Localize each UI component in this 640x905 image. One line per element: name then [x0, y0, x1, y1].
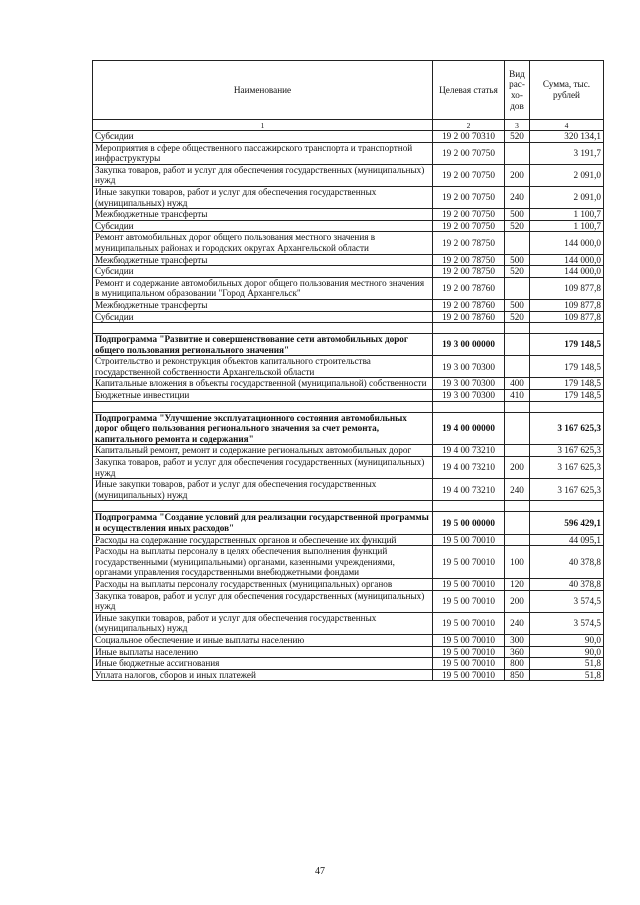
amount-cell: 2 091,0	[530, 164, 604, 186]
spacer-cell	[505, 401, 530, 412]
amount-cell: 90,0	[530, 646, 604, 658]
expense-type-cell: 300	[505, 634, 530, 646]
target-article-cell: 19 5 00 70010	[433, 669, 505, 681]
table-header-row	[93, 61, 604, 120]
table-row	[93, 299, 604, 311]
amount-cell: 3 574,5	[530, 590, 604, 612]
table-row	[93, 164, 604, 186]
expense-type-cell: 520	[505, 266, 530, 278]
target-article-cell: 19 3 00 70300	[433, 356, 505, 378]
expense-type-cell: 360	[505, 646, 530, 658]
expense-type-cell: 200	[505, 164, 530, 186]
spacer-cell	[530, 323, 604, 334]
table-row	[93, 142, 604, 164]
expense-type-cell: 520	[505, 220, 530, 232]
name-cell: Закупка товаров, работ и услуг для обеспечения государственных (муниципальных) нужд	[93, 457, 433, 479]
amount-cell: 179 148,5	[530, 378, 604, 390]
table-row	[93, 209, 604, 221]
subprogram-row	[93, 412, 604, 445]
name-cell: Межбюджетные трансферты	[93, 299, 433, 311]
name-cell: Межбюджетные трансферты	[93, 209, 433, 221]
target-article-cell: 19 5 00 70010	[433, 634, 505, 646]
spacer-row	[93, 401, 604, 412]
name-cell: Иные выплаты населению	[93, 646, 433, 658]
amount-cell: 144 000,0	[530, 266, 604, 278]
target-article-cell: 19 2 00 78760	[433, 311, 505, 323]
amount-cell: 44 095,1	[530, 534, 604, 546]
name-cell: Социальное обеспечение и иные выплаты населению	[93, 634, 433, 646]
table-row	[93, 534, 604, 546]
column-number: 3	[505, 120, 530, 131]
name-cell: Подпрограмма "Создание условий для реализации государственной программы и осуществления иных расходов"	[93, 512, 433, 534]
amount-cell: 40 378,8	[530, 578, 604, 590]
table-row	[93, 479, 604, 501]
target-article-cell: 19 3 00 70300	[433, 390, 505, 402]
target-article-cell: 19 2 00 70310	[433, 131, 505, 143]
target-article-cell: 19 2 00 78760	[433, 277, 505, 299]
target-article-cell: 19 2 00 78750	[433, 232, 505, 254]
amount-cell: 3 167 625,3	[530, 457, 604, 479]
amount-cell: 179 148,5	[530, 390, 604, 402]
spacer-cell	[433, 401, 505, 412]
table-row	[93, 634, 604, 646]
target-article-cell: 19 5 00 70010	[433, 534, 505, 546]
target-article-cell: 19 2 00 70750	[433, 164, 505, 186]
table-row	[93, 669, 604, 681]
target-article-cell: 19 5 00 70010	[433, 658, 505, 670]
amount-cell: 1 100,7	[530, 220, 604, 232]
spacer-cell	[433, 323, 505, 334]
table-row	[93, 590, 604, 612]
expense-type-cell: 200	[505, 590, 530, 612]
table-row	[93, 578, 604, 590]
amount-cell: 51,8	[530, 658, 604, 670]
header-name: Наименование	[93, 61, 433, 120]
amount-cell: 51,8	[530, 669, 604, 681]
name-cell: Бюджетные инвестиции	[93, 390, 433, 402]
target-article-cell: 19 2 00 78750	[433, 254, 505, 266]
column-number: 2	[433, 120, 505, 131]
header-target-article: Целевая статья	[433, 61, 505, 120]
table-row	[93, 277, 604, 299]
target-article-cell: 19 3 00 70300	[433, 378, 505, 390]
table-row	[93, 646, 604, 658]
column-number: 1	[93, 120, 433, 131]
target-article-cell: 19 4 00 73210	[433, 479, 505, 501]
spacer-cell	[505, 323, 530, 334]
spacer-cell	[433, 501, 505, 512]
column-number: 4	[530, 120, 604, 131]
expense-type-cell: 100	[505, 546, 530, 579]
name-cell: Уплата налогов, сборов и иных платежей	[93, 669, 433, 681]
name-cell: Расходы на содержание государственных органов и обеспечение их функций	[93, 534, 433, 546]
spacer-row	[93, 501, 604, 512]
target-article-cell: 19 2 00 70750	[433, 220, 505, 232]
spacer-cell	[530, 501, 604, 512]
amount-cell: 90,0	[530, 634, 604, 646]
target-article-cell: 19 2 00 78760	[433, 299, 505, 311]
amount-cell: 40 378,8	[530, 546, 604, 579]
spacer-row	[93, 323, 604, 334]
spacer-cell	[93, 501, 433, 512]
target-article-cell: 19 5 00 70010	[433, 578, 505, 590]
table-row	[93, 131, 604, 143]
amount-cell: 144 000,0	[530, 232, 604, 254]
amount-cell: 1 100,7	[530, 209, 604, 221]
amount-cell: 3 167 625,3	[530, 412, 604, 445]
name-cell: Иные бюджетные ассигнования	[93, 658, 433, 670]
table-row	[93, 232, 604, 254]
table-row	[93, 612, 604, 634]
target-article-cell: 19 2 00 70750	[433, 209, 505, 221]
subprogram-row	[93, 334, 604, 356]
amount-cell: 596 429,1	[530, 512, 604, 534]
name-cell: Капитальный ремонт, ремонт и содержание региональных автомобильных дорог	[93, 445, 433, 457]
target-article-cell: 19 5 00 70010	[433, 546, 505, 579]
column-number-row	[93, 120, 604, 131]
expense-type-cell	[505, 412, 530, 445]
table-row	[93, 311, 604, 323]
expense-type-cell: 850	[505, 669, 530, 681]
expense-type-cell: 400	[505, 378, 530, 390]
amount-cell: 3 167 625,3	[530, 445, 604, 457]
table-row	[93, 457, 604, 479]
amount-cell: 179 148,5	[530, 356, 604, 378]
name-cell: Закупка товаров, работ и услуг для обеспечения государственных (муниципальных) нужд	[93, 590, 433, 612]
table-row	[93, 186, 604, 208]
expense-type-cell	[505, 512, 530, 534]
expense-type-cell: 240	[505, 186, 530, 208]
table-row	[93, 220, 604, 232]
table-row	[93, 445, 604, 457]
target-article-cell: 19 4 00 73210	[433, 445, 505, 457]
name-cell: Субсидии	[93, 220, 433, 232]
table-row	[93, 546, 604, 579]
spacer-cell	[530, 401, 604, 412]
expense-type-cell	[505, 142, 530, 164]
name-cell: Подпрограмма "Улучшение эксплуатационного состояния автомобильных дорог общего пользования регионального значения за счет ремонта, капитального ремонта и содержания"	[93, 412, 433, 445]
header-amount: Сумма, тыс. рублей	[530, 61, 604, 120]
amount-cell: 3 574,5	[530, 612, 604, 634]
expense-type-cell: 120	[505, 578, 530, 590]
target-article-cell: 19 2 00 70750	[433, 186, 505, 208]
amount-cell: 109 877,8	[530, 299, 604, 311]
table-row	[93, 390, 604, 402]
page-number: 47	[315, 866, 325, 877]
name-cell: Закупка товаров, работ и услуг для обеспечения государственных (муниципальных) нужд	[93, 164, 433, 186]
expense-type-cell: 500	[505, 299, 530, 311]
target-article-cell: 19 4 00 00000	[433, 412, 505, 445]
name-cell: Расходы на выплаты персоналу государственных (муниципальных) органов	[93, 578, 433, 590]
table-row	[93, 266, 604, 278]
name-cell: Межбюджетные трансферты	[93, 254, 433, 266]
amount-cell: 109 877,8	[530, 311, 604, 323]
amount-cell: 3 191,7	[530, 142, 604, 164]
amount-cell: 2 091,0	[530, 186, 604, 208]
expense-type-cell: 200	[505, 457, 530, 479]
name-cell: Расходы на выплаты персоналу в целях обеспечения выполнения функций государственными (муниципальными) органами, казенными учреждениями, органами управления государственными внебюджетными фондами	[93, 546, 433, 579]
name-cell: Субсидии	[93, 311, 433, 323]
name-cell: Мероприятия в сфере общественного пассажирского транспорта и транспортной инфраструктуры	[93, 142, 433, 164]
target-article-cell: 19 3 00 00000	[433, 334, 505, 356]
table-row	[93, 356, 604, 378]
expense-type-cell	[505, 334, 530, 356]
amount-cell: 320 134,1	[530, 131, 604, 143]
expense-type-cell: 410	[505, 390, 530, 402]
expense-type-cell: 240	[505, 479, 530, 501]
expense-type-cell	[505, 356, 530, 378]
name-cell: Капитальные вложения в объекты государственной (муниципальной) собственности	[93, 378, 433, 390]
spacer-cell	[93, 401, 433, 412]
table-row	[93, 658, 604, 670]
target-article-cell: 19 5 00 70010	[433, 612, 505, 634]
target-article-cell: 19 4 00 73210	[433, 457, 505, 479]
name-cell: Иные закупки товаров, работ и услуг для обеспечения государственных (муниципальных) нужд	[93, 186, 433, 208]
name-cell: Иные закупки товаров, работ и услуг для обеспечения государственных (муниципальных) нужд	[93, 479, 433, 501]
header-expense-type: Вид рас- хо- дов	[505, 61, 530, 120]
name-cell: Строительство и реконструкция объектов капитального строительства государственной собственности Архангельской области	[93, 356, 433, 378]
target-article-cell: 19 2 00 78750	[433, 266, 505, 278]
target-article-cell: 19 5 00 70010	[433, 646, 505, 658]
expense-type-cell	[505, 534, 530, 546]
name-cell: Иные закупки товаров, работ и услуг для обеспечения государственных (муниципальных) нужд	[93, 612, 433, 634]
spacer-cell	[505, 501, 530, 512]
name-cell: Ремонт автомобильных дорог общего пользования местного значения в муниципальных районах и городских округах Архангельской области	[93, 232, 433, 254]
expense-type-cell	[505, 232, 530, 254]
name-cell: Субсидии	[93, 131, 433, 143]
target-article-cell: 19 2 00 70750	[433, 142, 505, 164]
target-article-cell: 19 5 00 00000	[433, 512, 505, 534]
subprogram-row	[93, 512, 604, 534]
expense-type-cell: 500	[505, 254, 530, 266]
expense-type-cell: 240	[505, 612, 530, 634]
expense-type-cell: 500	[505, 209, 530, 221]
expense-type-cell: 520	[505, 311, 530, 323]
amount-cell: 109 877,8	[530, 277, 604, 299]
expense-type-cell: 520	[505, 131, 530, 143]
amount-cell: 179 148,5	[530, 334, 604, 356]
table-row	[93, 378, 604, 390]
expense-type-cell: 800	[505, 658, 530, 670]
name-cell: Ремонт и содержание автомобильных дорог общего пользования местного значения в муниципальном образовании "Город Архангельск"	[93, 277, 433, 299]
table-row	[93, 254, 604, 266]
target-article-cell: 19 5 00 70010	[433, 590, 505, 612]
name-cell: Подпрограмма "Развитие и совершенствование сети автомобильных дорог общего пользования регионального значения"	[93, 334, 433, 356]
budget-table	[92, 60, 604, 681]
expense-type-cell	[505, 277, 530, 299]
amount-cell: 3 167 625,3	[530, 479, 604, 501]
expense-type-cell	[505, 445, 530, 457]
amount-cell: 144 000,0	[530, 254, 604, 266]
table-body	[93, 131, 604, 681]
name-cell: Субсидии	[93, 266, 433, 278]
spacer-cell	[93, 323, 433, 334]
